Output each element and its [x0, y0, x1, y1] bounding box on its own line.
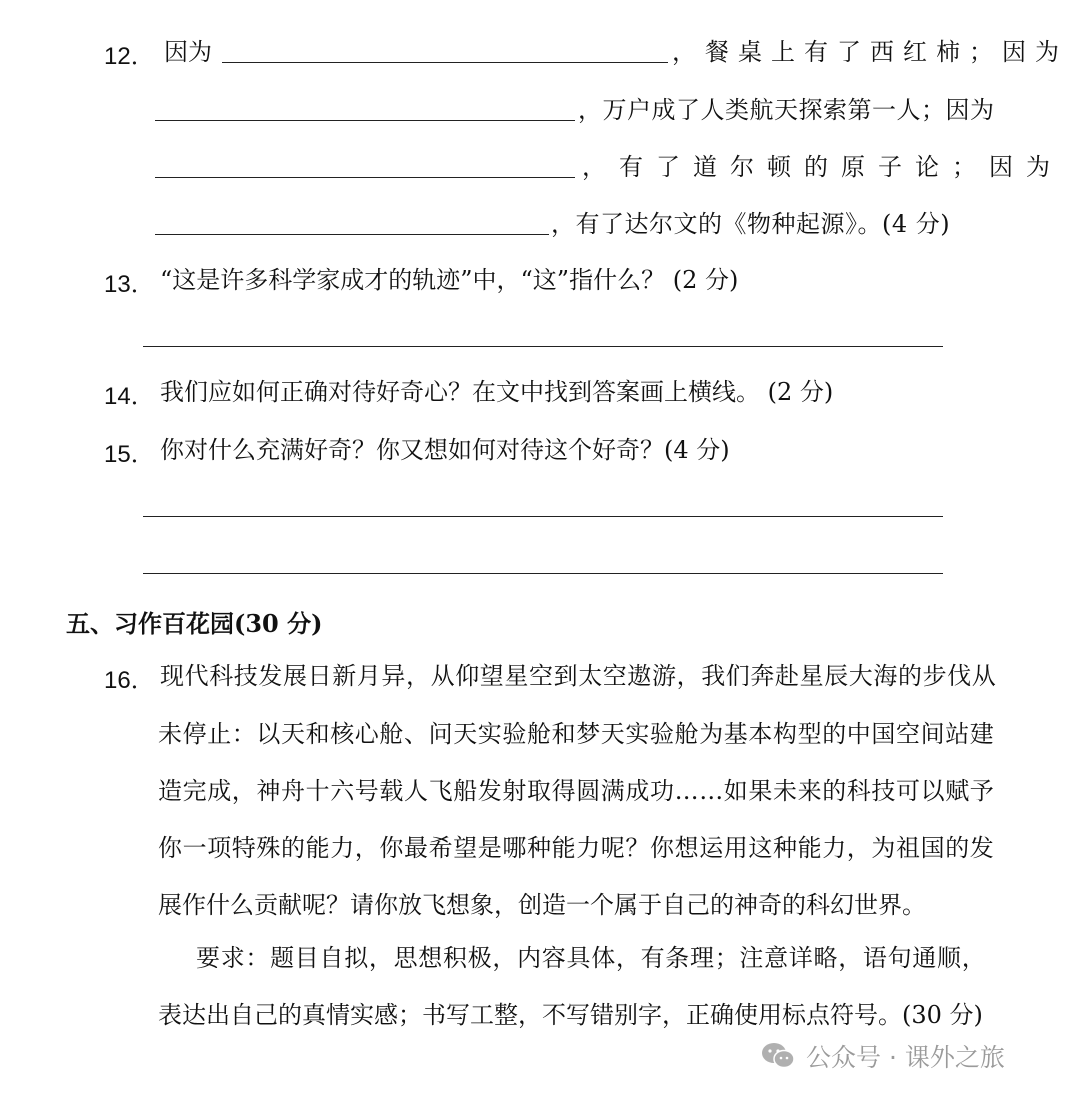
- q16-line: 造完成，神舟十六号载人飞船发射取得圆满成功……如果未来的科技可以赋予: [158, 777, 995, 805]
- wechat-icon: [760, 1041, 796, 1071]
- watermark: [760, 1038, 1005, 1074]
- q12-blank-3[interactable]: [155, 177, 575, 178]
- watermark-text: 公众号 · 课外之旅: [806, 1043, 1005, 1072]
- q13-text: “这是许多科学家成才的轨迹”中，“这”指什么？ (2 分): [160, 266, 739, 294]
- q14-number: 14．: [104, 383, 155, 410]
- q12-blank-2[interactable]: [155, 120, 575, 121]
- q16-number: 16．: [104, 667, 155, 694]
- q15-number: 15．: [104, 441, 155, 468]
- q12-line1-start: 因为: [164, 38, 212, 66]
- q12-blank-4[interactable]: [155, 234, 549, 235]
- q13-number: 13．: [104, 271, 155, 298]
- q15-answer-line-1[interactable]: [143, 516, 943, 517]
- q16-line: 未停止：以天和核心舱、问天实验舱和梦天实验舱为基本构型的中国空间站建: [158, 720, 995, 748]
- q12-line3-end: ，有了道尔顿的原子论；因为: [582, 153, 1063, 181]
- section-five-title: 五、习作百花园(30 分): [66, 609, 323, 638]
- q12-line1-end: ，餐桌上有了西红柿；因为: [672, 38, 1068, 66]
- q16-line: 展作什么贡献呢？请你放飞想象，创造一个属于自己的神奇的科幻世界。: [158, 891, 926, 919]
- q16-line: 现代科技发展日新月异，从仰望星空到太空遨游，我们奔赴星辰大海的步伐从: [160, 662, 997, 690]
- q16-line: 你一项特殊的能力，你最希望是哪种能力呢？你想运用这种能力，为祖国的发: [158, 834, 995, 862]
- q16-requirement-line: 要求：题目自拟，思想积极，内容具体，有条理；注意详略，语句通顺，: [196, 944, 987, 972]
- q12-line4-end: ，有了达尔文的《物种起源》。(4 分): [551, 210, 951, 238]
- q16-requirement-line: 表达出自己的真情实感；书写工整，不写错别字，正确使用标点符号。(30 分): [158, 1001, 983, 1029]
- q12-number: 12．: [104, 43, 155, 70]
- q15-text: 你对什么充满好奇？你又想如何对待这个好奇？(4 分): [160, 436, 730, 464]
- q15-answer-line-2[interactable]: [143, 573, 943, 574]
- q12-blank-1[interactable]: [222, 62, 668, 63]
- q14-text: 我们应如何正确对待好奇心？在文中找到答案画上横线。 (2 分): [160, 378, 834, 406]
- q12-line2-end: ，万户成了人类航天探索第一人；因为: [578, 96, 995, 124]
- q13-answer-line[interactable]: [143, 346, 943, 347]
